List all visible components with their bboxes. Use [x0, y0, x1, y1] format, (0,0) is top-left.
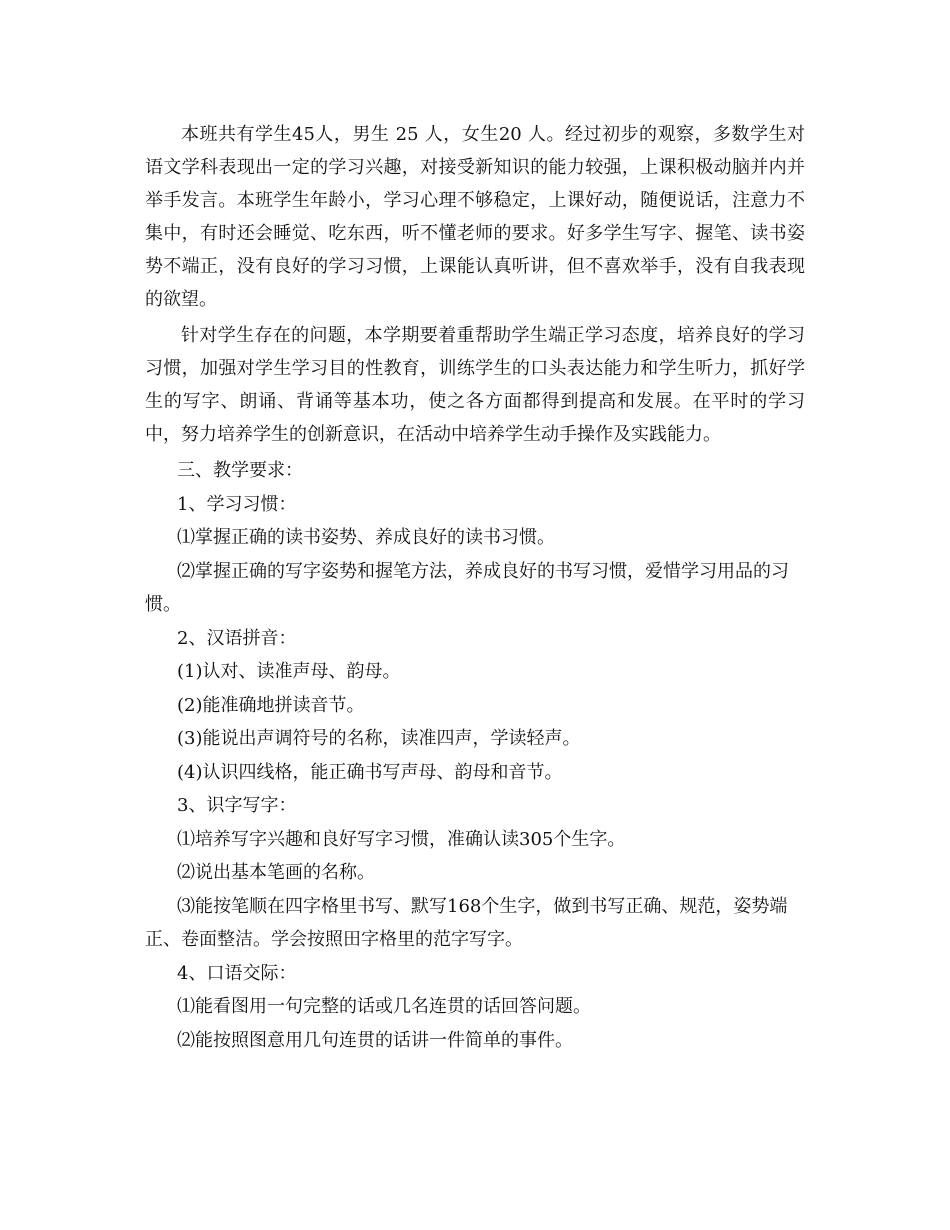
list-item: ⑴掌握正确的读书姿势、养成良好的读书习惯。 [177, 527, 555, 548]
list-item: (3)能说出声调符号的名称，读准四声，学读轻声。 [177, 728, 581, 749]
subsection-heading-literacy: 3、识字写字： [177, 795, 297, 816]
list-item: ⑴培养写字兴趣和良好写字习惯，准确认读305个生字。 [177, 828, 626, 850]
subsection-heading-pinyin: 2、汉语拼音： [177, 627, 297, 649]
paragraph-class-overview: 本班共有学生45人，男生 25 人，女生20 人。经过初步的观察，多数学生对语文学科表现出一定的学习兴趣，对接受新知识的能力较强，上课积极动脑并内并举手发言。本班学生年龄小，学习心理不够稳定，上课好动，随便说话，注意力不集中，有时还会睡觉、吃东西，听不懂老师的要求。好多学生写字、握笔、读书姿势不端正，没有良好的学习习惯，上课能认真听讲，但不喜欢举手，没有自我表现的欲望。 [145, 124, 805, 310]
document-body [145, 118, 805, 1057]
list-item: (1)认对、读准声母、韵母。 [177, 661, 401, 682]
subsection-heading-study-habits: 1、学习习惯： [177, 493, 297, 515]
list-item: ⑵说出基本笔画的名称。 [177, 862, 375, 883]
section-heading-requirements: 三、教学要求： [177, 460, 303, 481]
list-item: (4)认识四线格，能正确书写声母、韵母和音节。 [177, 761, 563, 783]
list-item: ⑵能按照图意用几句连贯的话讲一件简单的事件。 [177, 1029, 573, 1051]
list-item: (2)能准确地拼读音节。 [177, 694, 365, 716]
list-item: ⑶能按笔顺在四字格里书写、默写168个生字，做到书写正确、规范，姿势端正、卷面整洁。学会按照田字格里的范字写字。 [145, 895, 788, 950]
paragraph-teaching-focus: 针对学生存在的问题，本学期要着重帮助学生端正学习态度，培养良好的学习习惯，加强对学生学习目的性教育，训练学生的口头表达能力和学生听力，抓好学生的写字、朗诵、背诵等基本功，使之各方面都得到提高和发展。在平时的学习中，努力培养学生的创新意识，在活动中培养学生动手操作及实践能力。 [145, 325, 805, 445]
subsection-heading-oral-communication: 4、口语交际： [177, 962, 297, 984]
list-item: ⑴能看图用一句完整的话或几名连贯的话回答问题。 [177, 996, 591, 1017]
list-item: ⑵掌握正确的写字姿势和握笔方法，养成良好的书写习惯，爱惜学习用品的习惯。 [145, 560, 789, 615]
